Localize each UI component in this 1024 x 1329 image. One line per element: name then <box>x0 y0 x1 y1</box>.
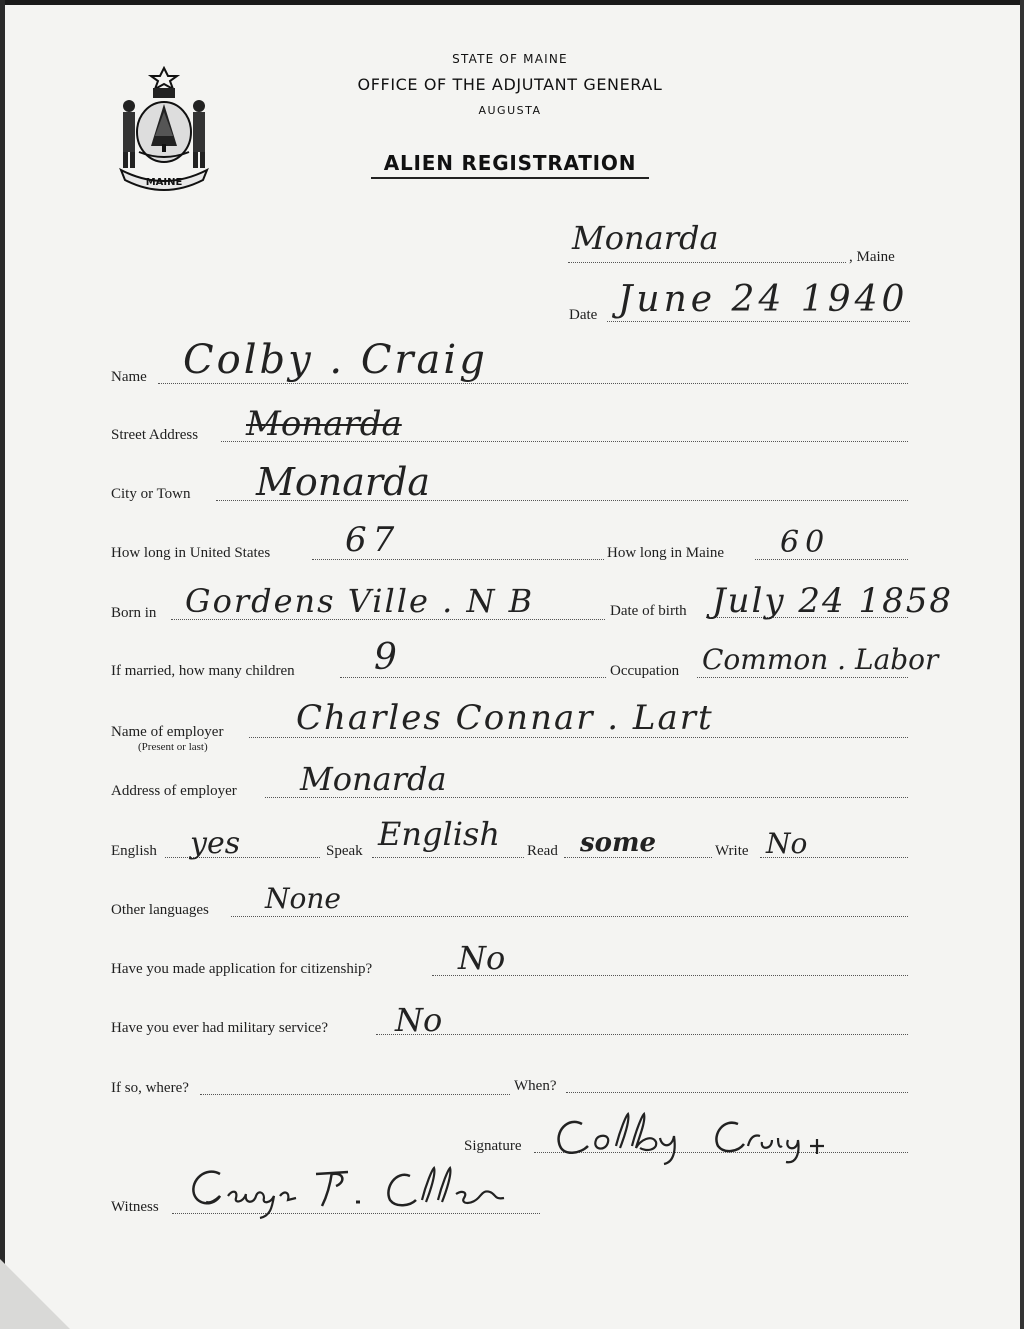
title-underline <box>371 177 649 179</box>
street-address-label: Street Address <box>111 427 199 443</box>
other-languages-line <box>231 916 908 917</box>
place-label: , Maine <box>849 249 895 265</box>
folded-corner <box>0 1259 70 1329</box>
city-value: Monarda <box>256 460 431 504</box>
seal-banner-text: MAINE <box>145 177 183 188</box>
place-line <box>568 262 846 263</box>
header-state: STATE OF MAINE <box>452 52 568 66</box>
read-label: Read <box>527 843 558 859</box>
date-of-birth-value: July 24 1858 <box>712 581 954 621</box>
name-label: Name <box>111 369 147 385</box>
write-value: No <box>766 827 808 860</box>
occupation-line <box>697 677 908 678</box>
form-title: ALIEN REGISTRATION <box>383 151 637 175</box>
how-long-maine-line <box>755 559 908 560</box>
signature-mark <box>548 1106 848 1166</box>
how-long-maine-value: 60 <box>780 525 831 560</box>
name-value: Colby . Craig <box>183 337 488 383</box>
date-value: June 24 1940 <box>618 279 909 320</box>
other-languages-value: None <box>265 882 341 915</box>
how-long-us-value: 67 <box>345 520 401 560</box>
date-line <box>607 321 910 322</box>
born-in-value: Gordens Ville . N B <box>185 582 535 620</box>
military-label: Have you ever had military service? <box>111 1020 328 1036</box>
place-value: Monarda <box>572 219 719 257</box>
employer-label: Name of employer <box>111 724 224 740</box>
military-value: No <box>395 1001 443 1039</box>
date-of-birth-label: Date of birth <box>610 603 687 619</box>
military-line <box>376 1034 908 1035</box>
occupation-value: Common . Labor <box>702 643 939 676</box>
occupation-label: Occupation <box>610 663 680 679</box>
write-label: Write <box>715 843 749 859</box>
born-in-label: Born in <box>111 605 157 621</box>
signature-label: Signature <box>464 1138 522 1154</box>
how-long-us-label: How long in United States <box>111 545 271 561</box>
read-value: some <box>580 828 657 858</box>
header-city: AUGUSTA <box>478 104 542 117</box>
scan-edge-top <box>0 0 1024 5</box>
name-line <box>158 383 908 384</box>
header-office: OFFICE OF THE ADJUTANT GENERAL <box>357 75 663 94</box>
date-label: Date <box>569 307 598 323</box>
english-value: yes <box>190 826 241 861</box>
speak-value: English <box>378 815 500 853</box>
citizenship-label: Have you made application for citizenship? <box>111 961 373 977</box>
scan-edge-right <box>1020 0 1024 1329</box>
city-label: City or Town <box>111 486 191 502</box>
employer-sublabel: (Present or last) <box>138 741 208 753</box>
scan-edge-left <box>0 0 5 1329</box>
employer-address-label: Address of employer <box>111 783 237 799</box>
citizenship-value: No <box>458 939 506 977</box>
english-line <box>165 857 320 858</box>
employer-address-value: Monarda <box>300 760 447 798</box>
children-value: 9 <box>374 637 397 678</box>
how-long-maine-label: How long in Maine <box>607 545 725 561</box>
employer-value: Charles Connar . Lart <box>296 698 714 738</box>
witness-signature-mark <box>180 1160 540 1220</box>
when-label: When? <box>514 1078 557 1094</box>
english-label: English <box>111 843 157 859</box>
if-so-where-label: If so, where? <box>111 1080 189 1096</box>
speak-label: Speak <box>326 843 363 859</box>
speak-line <box>372 857 524 858</box>
when-line <box>566 1092 908 1093</box>
other-languages-label: Other languages <box>111 902 209 918</box>
witness-label: Witness <box>111 1199 159 1215</box>
children-label: If married, how many children <box>111 663 295 679</box>
if-so-where-line <box>200 1094 510 1095</box>
street-address-value: Monarda <box>246 404 402 444</box>
